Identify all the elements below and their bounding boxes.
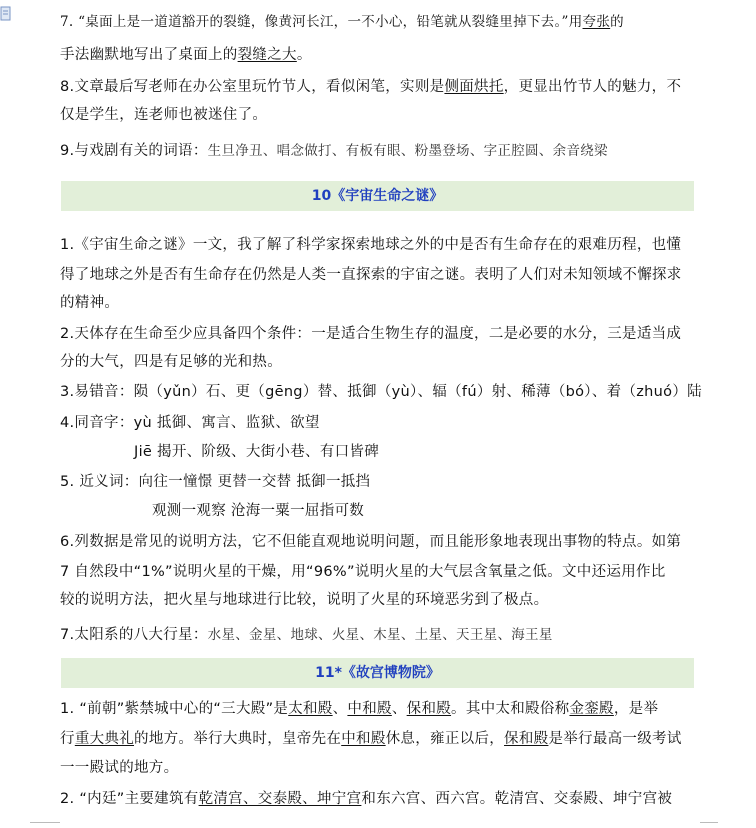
p4-line-1: 4.同音字：yù 抵御、寓言、监狱、欲望 xyxy=(60,415,320,431)
item-7-line-1: 7. “桌面上是一道道豁开的裂缝，像黄河长江，一不小心，铅笔就从裂缝里掉下去。”用夸张的 xyxy=(60,14,624,30)
q2-line-1: 2. “内廷”主要建筑有乾清宫、交泰殿、坤宁宫和东六宫、西六宫。乾清宫、交泰殿、坤宁宫被 xyxy=(60,791,673,807)
p3-line: 3.易错音：陨（yǔn）石、更（gēng）替、抵御（yù）、辐（fú）射、稀薄（bó）、着（zhuó）陆 xyxy=(60,384,702,400)
item-8-line-2: 仅是学生，连老师也被迷住了。 xyxy=(60,107,268,123)
page-corner-mark xyxy=(700,822,718,828)
q1-line-3: 一一殿试的地方。 xyxy=(60,760,179,776)
p5-line-2: 观测一观察 沧海一粟一屈指可数 xyxy=(152,503,365,519)
p5-line-1: 5. 近义词：向往一憧憬 更替一交替 抵御一抵挡 xyxy=(60,474,371,490)
p6-line-1: 6.列数据是常见的说明方法，它不但能直观地说明问题，而且能形象地表现出事物的特点。如第 xyxy=(60,534,682,550)
page-corner-mark xyxy=(30,822,60,828)
section-heading-11: 11*《故宫博物院》 xyxy=(61,658,694,688)
p1-line-1: 1.《宇宙生命之谜》一文，我了解了科学家探索地球之外的中是否有生命存在的艰难历程，也懂 xyxy=(60,237,682,253)
section-heading-10: 10《宇宙生命之谜》 xyxy=(61,181,694,211)
p1-line-3: 的精神。 xyxy=(60,295,120,311)
p7-line: 7.太阳系的八大行星：水星、金星、地球、火星、木星、土星、天王星、海王星 xyxy=(60,627,553,643)
p6-line-2: 7 自然段中“1%”说明火星的干燥，用“96%”说明火星的大气层含氧量之低。文中还运用作比 xyxy=(60,564,666,580)
q1-line-1: 1. “前朝”紫禁城中心的“三大殿”是太和殿、中和殿、保和殿。其中太和殿俗称金銮殿，是举 xyxy=(60,701,659,717)
p1-line-2: 得了地球之外是否有生命存在仍然是人类一直探索的宇宙之谜。表明了人们对未知领域不懈探求 xyxy=(60,267,682,283)
p2-line-2: 分的大气，四是有足够的光和热。 xyxy=(60,354,282,370)
p2-line-1: 2.天体存在生命至少应具备四个条件：一是适合生物生存的温度，二是必要的水分，三是适当成 xyxy=(60,326,682,342)
document-icon xyxy=(0,6,12,22)
q1-line-2: 行重大典礼的地方。举行大典时，皇帝先在中和殿休息，雍正以后，保和殿是举行最高一级考试 xyxy=(60,731,682,747)
item-8-line-1: 8.文章最后写老师在办公室里玩竹节人，看似闲笔，实则是侧面烘托，更显出竹节人的魅力，不 xyxy=(60,79,682,95)
item-9-line: 9.与戏剧有关的词语：生旦净丑、唱念做打、有板有眼、粉墨登场、字正腔圆、余音绕梁 xyxy=(60,143,608,159)
item-7-line-2: 手法幽默地写出了桌面上的裂缝之大。 xyxy=(60,47,312,63)
p4-line-2: Jiē 揭开、阶级、大街小巷、有口皆碑 xyxy=(134,444,380,460)
p6-line-3: 较的说明方法，把火星与地球进行比较，说明了火星的环境恶劣到了极点。 xyxy=(60,592,549,608)
